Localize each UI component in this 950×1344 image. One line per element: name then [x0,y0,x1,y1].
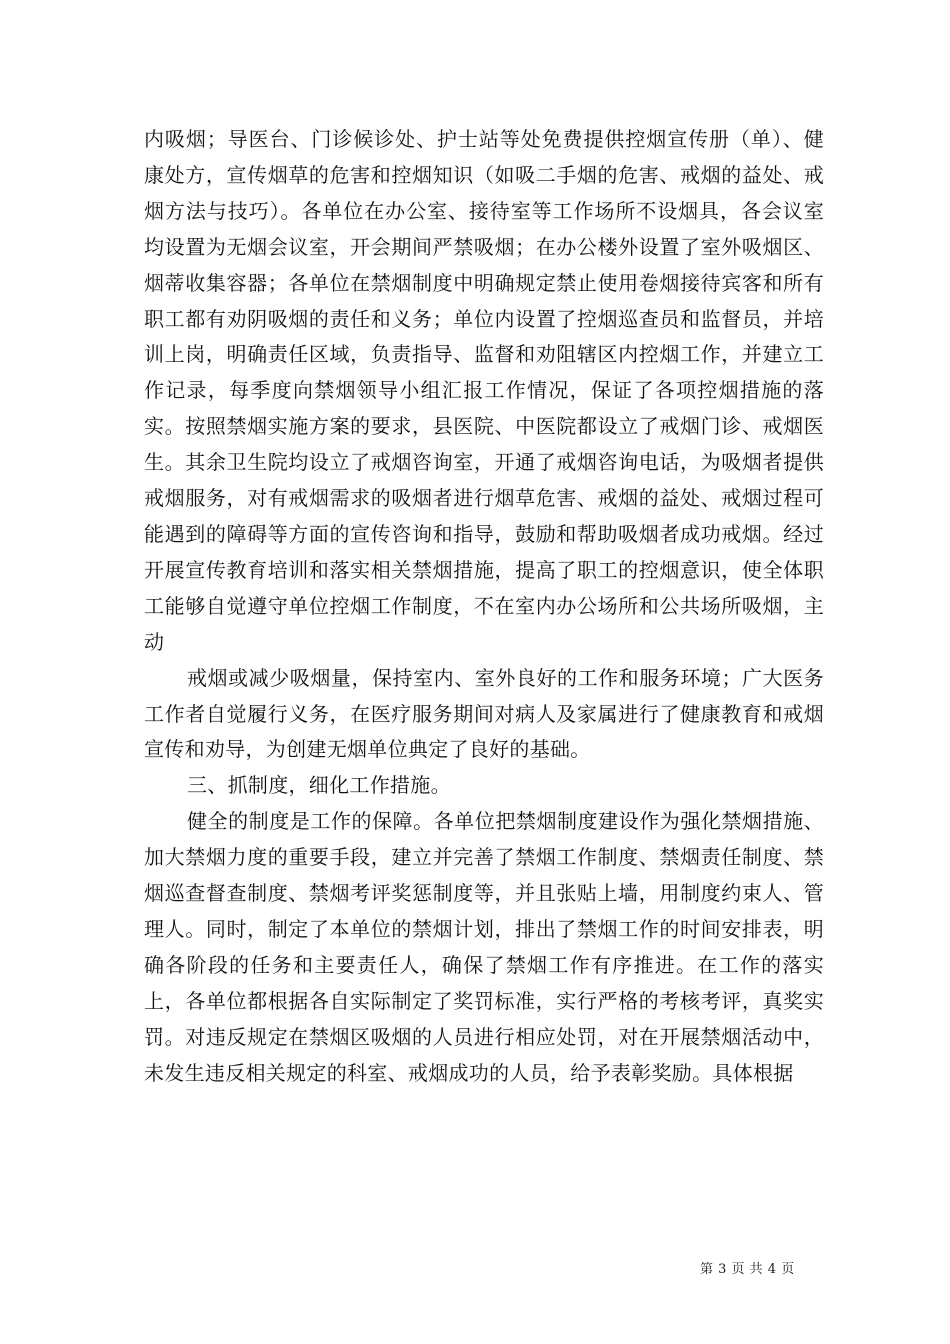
section-heading: 三、抓制度，细化工作措施。 [187,773,451,798]
document-body [144,122,824,1091]
paragraph: 健全的制度是工作的保障。各单位把禁烟制度建设作为强化禁烟措施、加大禁烟力度的重要手段，建立并完善了禁烟工作制度、禁烟责任制度、禁烟巡查督查制度、禁烟考评奖惩制度等，并且张贴上墙，用制度约束人、管理人。同时，制定了本单位的禁烟计划，排出了禁烟工作的时间安排表，明确各阶段的任务和主要责任人，确保了禁烟工作有序推进。在工作的落实上，各单位都根据各自实际制定了奖罚标准，实行严格的考核考评，真奖实罚。对违反规定在禁烟区吸烟的人员进行相应处罚，对在开展禁烟活动中，未发生违反相关规定的科室、戒烟成功的人员，给予表彰奖励。具体根据 [144,809,824,1085]
page-number-footer: 第 3 页 共 4 页 [700,1262,795,1277]
paragraph-continuation: 内吸烟；导医台、门诊候诊处、护士站等处免费提供控烟宣传册（单）、健康处方，宣传烟草的危害和控烟知识（如吸二手烟的危害、戒烟的益处、戒烟方法与技巧）。各单位在办公室、接待室等工作场所不设烟具，各会议室均设置为无烟会议室，开会期间严禁吸烟；在办公楼外设置了室外吸烟区、烟蒂收集容器；各单位在禁烟制度中明确规定禁止使用卷烟接待宾客和所有职工都有劝阴吸烟的责任和义务；单位内设置了控烟巡查员和监督员，并培训上岗，明确责任区域，负责指导、监督和劝阻辖区内控烟工作，并建立工作记录，每季度向禁烟领导小组汇报工作情况，保证了各项控烟措施的落实。按照禁烟实施方案的要求，县医院、中医院都设立了戒烟门诊、戒烟医生。其余卫生院均设立了戒烟咨询室，开通了戒烟咨询电话，为吸烟者提供戒烟服务，对有戒烟需求的吸烟者进行烟草危害、戒烟的益处、戒烟过程可能遇到的障碍等方面的宣传咨询和指导，鼓励和帮助吸烟者成功戒烟。经过开展宣传教育培训和落实相关禁烟措施，提高了职工的控烟意识，使全体职工能够自觉遵守单位控烟工作制度，不在室内办公场所和公共场所吸烟，主动 [144,127,824,654]
paragraph: 戒烟或减少吸烟量，保持室内、室外良好的工作和服务环境；广大医务工作者自觉履行义务，在医疗服务期间对病人及家属进行了健康教育和戒烟宣传和劝导，为创建无烟单位典定了良好的基础。 [144,665,824,762]
